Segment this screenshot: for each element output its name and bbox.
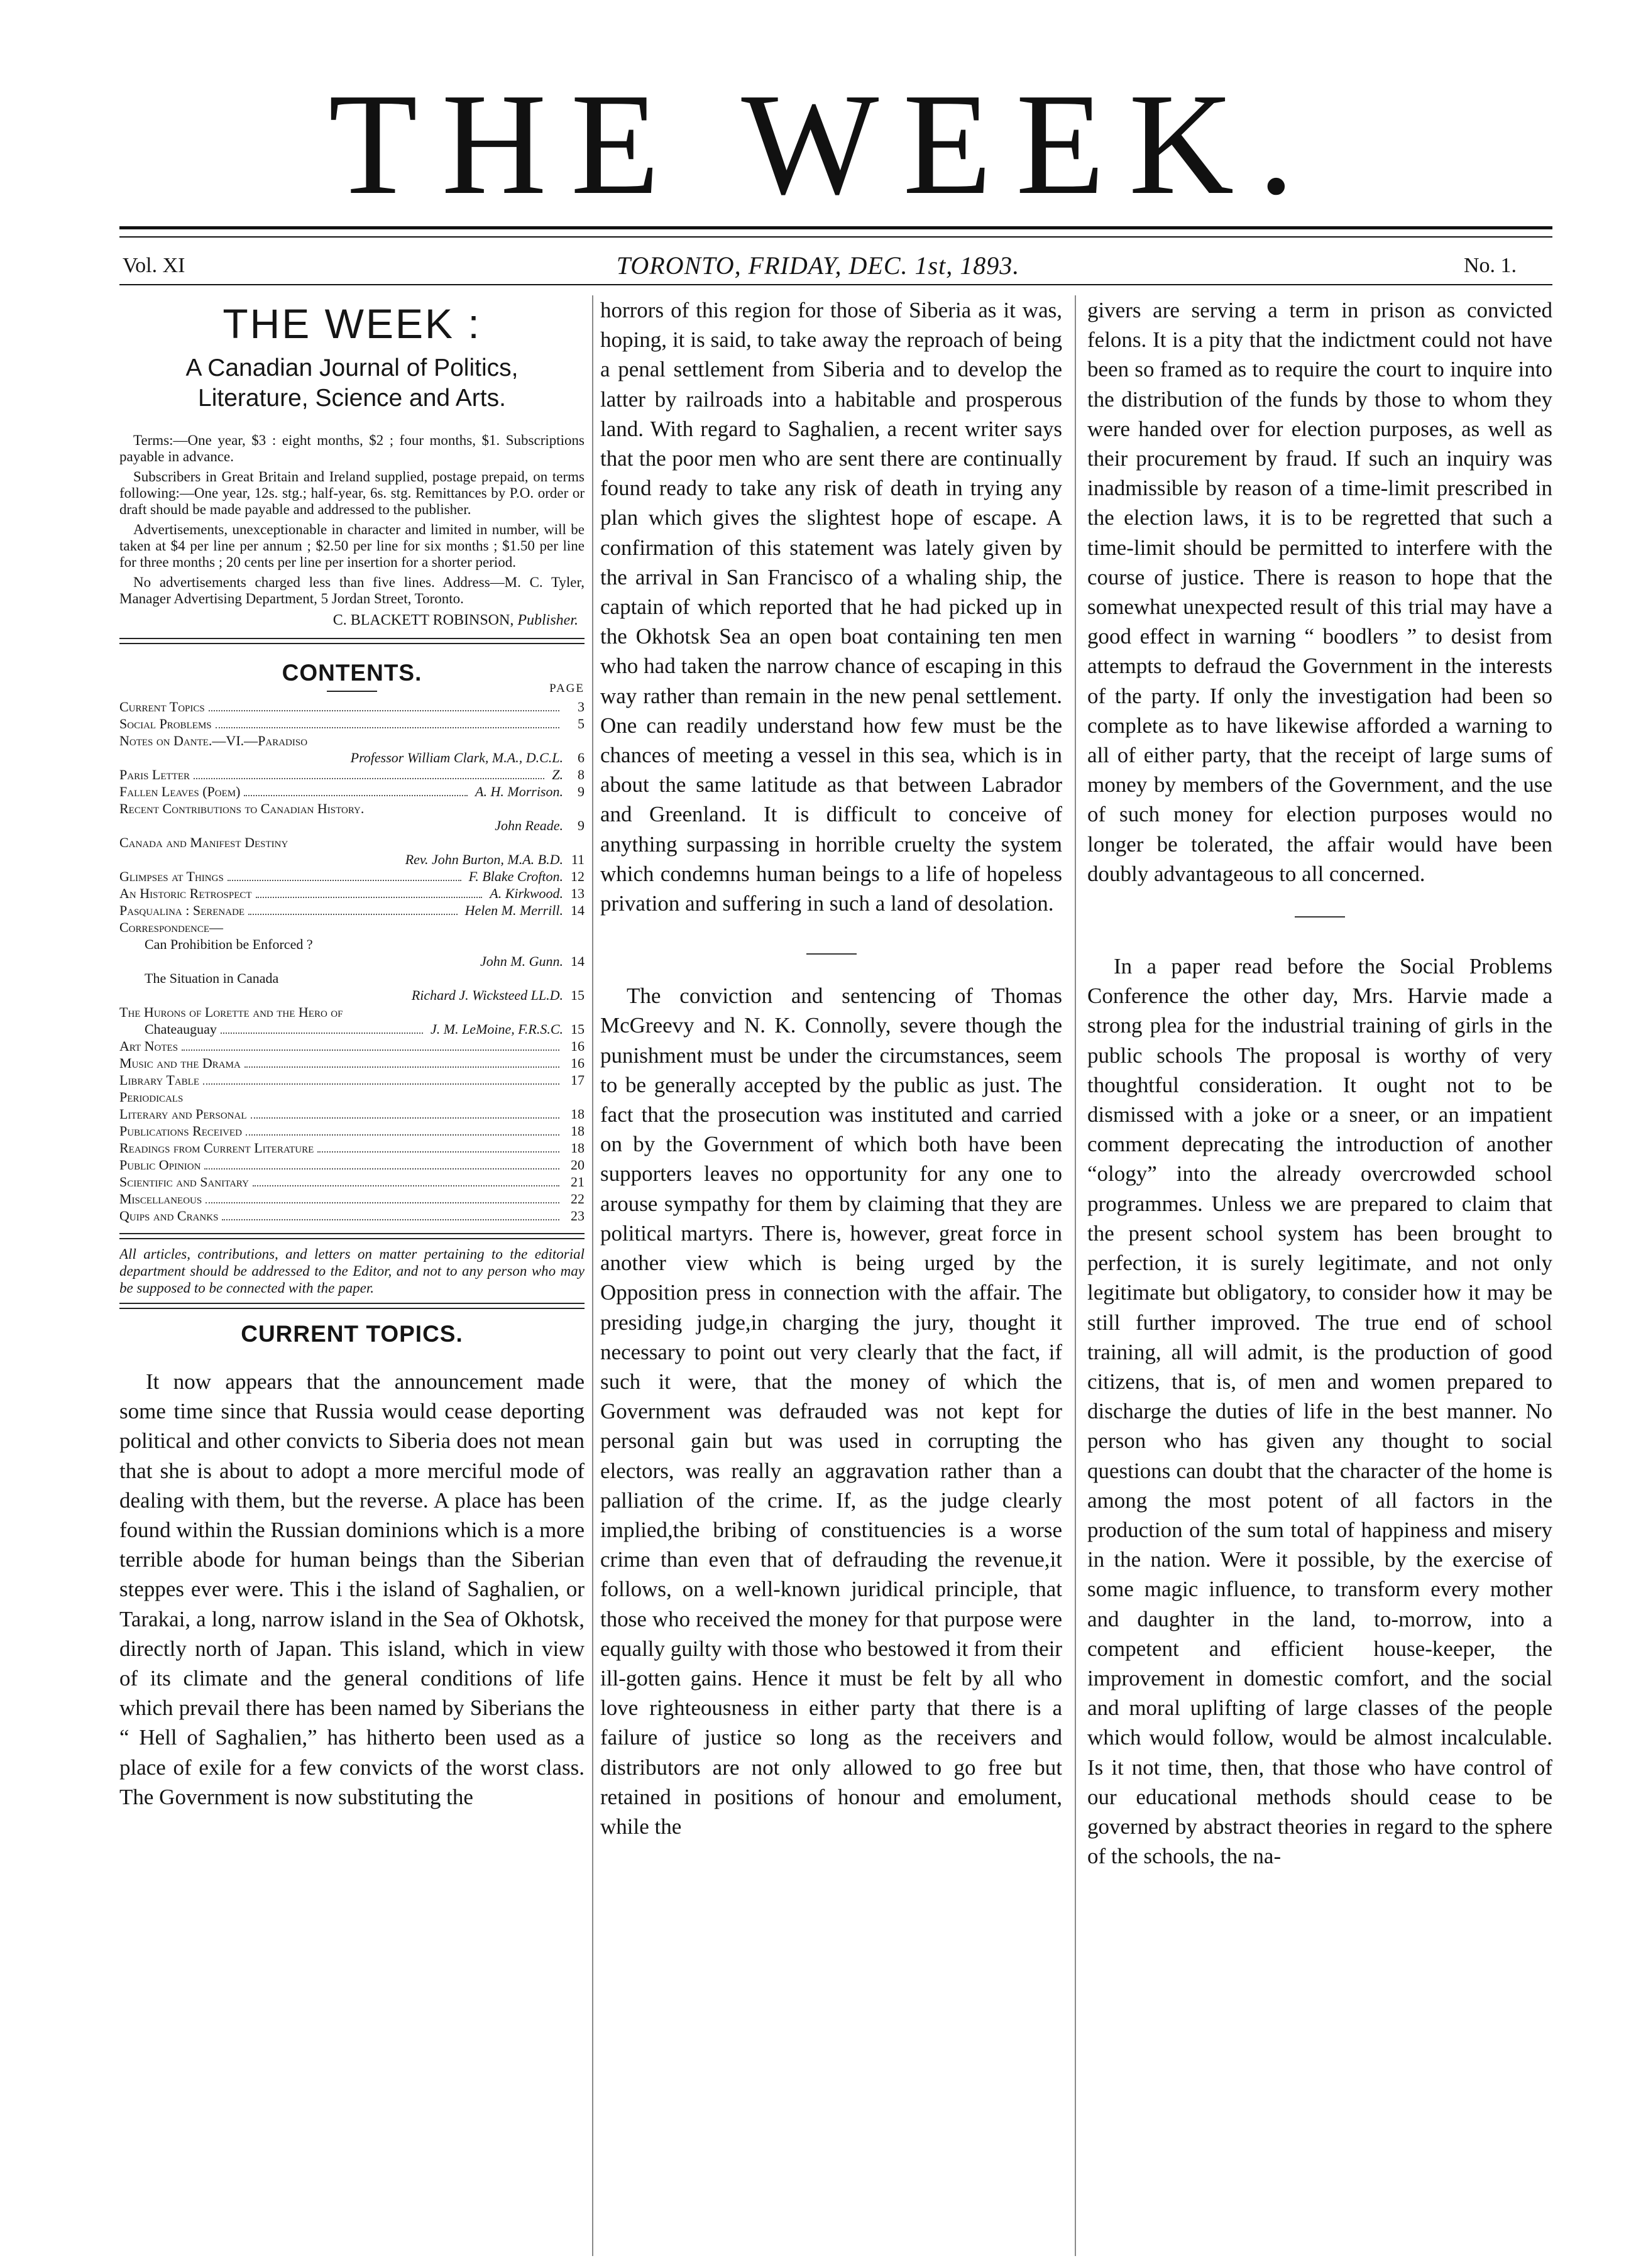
contents-row-leader [251,1117,559,1119]
contents-row-author: A. Kirkwood. [490,885,563,901]
contents-row-title: The Situation in Canada [145,970,279,986]
current-topics-col2-paragraph-2: The conviction and sentencing of Thomas McGreevy and N. K. Connolly, severe though the punishment must be under the circumstances, seem to be generally accepted by the public as just. The fact that the prosecution was instituted and carried on by the Government of which both have been supporters leaves no opportunity for any one to arouse sympathy for them by claiming that they are political martyrs. There is, however, great force in another view which is being urged by the Opposition press in connection with the affair. The presiding judge,in charging the jury, thought it necessary to point out very clearly that the fact, if such it were, that the money of which the Government was defrauded was not kept for personal gain but was used in corrupting the electors, was really an aggravation rather than a palliation of the crime. If, as the judge clearly implied,the bribing of constituencies is a worse crime than even that of defrauding the revenue,it follows, on a well-known juridical principle, that those who received the money for that purpose were equally guilty with those who bestowed it from their ill-gotten gains. Hence it must be felt by all who love righteousness in either party that there is a failure of justice so long as the receivers and distributors are not only allowed to go free but retained in positions of honour and emolument, while the [600,983,1062,1839]
contents-row [119,1038,585,1055]
contents-row [119,766,585,783]
article-separator-2 [1295,916,1345,918]
contents-row-leader [244,1066,559,1068]
publisher-name: C. BLACKETT ROBINSON, [332,612,514,628]
contents-row-page: 17 [571,1072,585,1088]
editorial-notice: All articles, contributions, and letters on matter pertaining to the editorial department should be addressed to the Editor, and not to any person who may be supposed to be connected with the paper. [119,1246,585,1296]
subscribers-text: Subscribers in Great Britain and Ireland supplied, postage prepaid, on terms following:—One year, 12s. stg.; half-year, 6s. stg. Remittances by P.O. order or draft should be made payable and addressed to the publisher. [119,469,585,517]
section-rule-1 [119,638,585,644]
journal-subtitle-line-1: A Canadian Journal of Politics, [185,354,519,381]
contents-row-page: 8 [578,767,585,782]
journal-title: THE WEEK : [222,300,481,347]
contents-row-title: Can Prohibition be Enforced ? [145,936,313,952]
contents-row-title: Recent Contributions to Canadian History. [119,801,365,816]
contents-row [119,868,585,885]
contents-row-title: Pasqualina : Serenade [119,902,245,918]
article-separator-1 [806,953,857,955]
contents-row-page: 14 [571,902,585,918]
column-divider-2 [1075,295,1076,2256]
contents-heading: CONTENTS. [282,660,422,686]
contents-row-page: 16 [571,1055,585,1071]
contents-row-page: 18 [571,1106,585,1122]
contents-row [119,1021,585,1038]
contents-row-leader [206,1202,559,1203]
contents-row-title: Paris Letter [119,767,190,782]
contents-row-title: Canada and Manifest Destiny [119,835,288,850]
contents-row-page: 18 [571,1140,585,1156]
contents-row [119,800,585,817]
current-topics-col2-paragraph-1: horrors of this region for those of Siberia as it was, hoping, it is said, to take away the reproach of being a penal settlement from Siberia and to develop the latter by railroads into a habitable and prosperous land. With regard to Saghalien, a recent writer says that the poor men who are sent there are continually found ready to take any risk of death in trying any plan which gives the slightest hope of escape. A confirmation of this statement was lately given by the arrival in San Francisco of a whaling ship, the captain of which reported that he had picked up in the Okhotsk Sea an open boat containing ten men who had taken the narrow chance of escaping in this way rather than remain in the new penal settlement. One can readily understand how few must be the chances of meeting a vessel in this sea, which is in about the same latitude as that between Labrador and Greenland. It is difficult to conceive of anything surpassing in horrible cruelty the system which condemns human beings to a life of hopeless privation and suffering in such a land of desolation. [600,298,1062,916]
contents-row-title: Art Notes [119,1038,178,1054]
column-3 [1087,295,1552,2256]
current-topics-col1-paragraph: It now appears that the announcement made some time since that Russia would cease deporting political and other convicts to Siberia does not mean that she is about to adopt a more merciful mode of dealing with them, but the reverse. A place has been found within the Russian dominions which is a more terrible abode for human beings than the Siberian steppes ever were. This i the island of Saghalien, or Tarakai, a long, narrow island in the Sea of Okhotsk, directly north of Japan. This island, which in view of its climate and the general conditions of life which prevail there has been named by Siberians the “ Hell of Saghalien,” has hitherto been used as a place of exile for a few convicts of the worst class. The Government is now substituting the [119,1369,585,1809]
contents-row [119,1055,585,1071]
current-topics-heading: CURRENT TOPICS. [241,1321,463,1347]
contents-row [119,749,585,766]
journal-subtitle [119,353,585,414]
contents-row-leader [216,727,559,728]
contents-row-title: Current Topics [119,699,205,715]
contents-row [119,851,585,868]
contents-row-leader [203,1083,559,1085]
contents-row [119,987,585,1004]
contents-row [119,1173,585,1190]
contents-row [119,902,585,919]
contents-row-title: The Hurons of Lorette and the Hero of [119,1004,343,1020]
contents-row-page: 21 [571,1174,585,1190]
contents-row-leader [248,914,458,915]
contents-row-page: 9 [578,818,585,833]
contents-row-title: Periodicals [119,1089,184,1105]
terms-text: Terms:—One year, $3 : eight months, $2 ; four months, $1. Subscriptions payable in advance. [119,432,585,464]
contents-row-title: Literary and Personal [119,1106,247,1122]
contents-row-title: Chateauguay [145,1021,217,1037]
current-topics-col3-paragraph-2: In a paper read before the Social Problems Conference the other day, Mrs. Harvie made a strong plea for the industrial training of girls in the public schools The proposal is worthy of very thoughtful consideration. It ought not to be dismissed with a joke or a sneer, or an impatient comment deprecating the introduction of another “ology” into the already overcrowded school programmes. Unless we are prepared to claim that the present school system has been brought to perfection, it is surely legitimate, and not only legitimate but obligatory, to consider how it may be still further improved. The true end of school training, all will admit, is the production of good citizens, that is, of men and women prepared to discharge the duties of life in the best manner. No person who has given any thought to social questions can doubt that the character of the home is among the most potent of all factors in the production of the sum total of happiness and misery in the nation. Were it possible, by the exercise of some magic influence, to transform every mother and daughter in the land, to-morrow, into a competent and efficient house-keeper, the improvement in domestic comfort, and the social and moral uplifting of large classes of the people which would follow, would be almost incalculable. Is it not time, then, that those who have control of our educational methods should cease to be governed by abstract theories in regard to the sphere of the schools, the na- [1087,954,1552,1869]
contents-row [119,970,585,987]
contents-row-author: Richard J. Wicksteed LL.D. [411,987,563,1003]
contents-row-page: 20 [571,1157,585,1173]
contents-row-title: Quips and Cranks [119,1208,219,1224]
contents-row-author: F. Blake Crofton. [468,868,563,884]
contents-row-title: Social Problems [119,716,212,731]
column-divider-1 [592,295,593,2256]
contents-row-page: 5 [578,716,585,731]
contents-row-page: 12 [571,868,585,884]
contents-row-leader [228,880,461,881]
contents-row-title: Library Table [119,1072,199,1088]
contents-row-leader [246,1134,559,1136]
contents-row-author: Rev. John Burton, M.A. B.D. [405,852,563,867]
contents-row-leader [194,778,544,779]
contents-row-title: An Historic Retrospect [119,885,252,901]
contents-row-page: 22 [571,1191,585,1207]
contents-row [119,1139,585,1156]
contents-row-author: Professor William Clark, M.A., D.C.L. [350,750,563,765]
contents-row-title: Glimpses at Things [119,868,224,884]
contents-row [119,817,585,834]
masthead-rule-thick [119,226,1552,229]
contents-row-author: J. M. LeMoine, F.R.S.C. [430,1021,563,1037]
dateline-volume: Vol. XI [123,254,185,277]
column-2 [600,295,1062,2256]
contents-row-leader [182,1049,559,1051]
contents-row-title: Music and the Drama [119,1055,241,1071]
contents-row-title: Readings from Current Literature [119,1140,314,1156]
contents-row-page: 15 [571,987,585,1003]
contents-row-leader [209,710,559,711]
dateline-rule [119,284,1552,285]
contents-row-page: 6 [578,750,585,765]
masthead-rule-thin [119,236,1552,238]
contents-row-leader [204,1168,559,1170]
contents-row-page: 15 [571,1021,585,1037]
contents-row [119,1156,585,1173]
contents-row-title: Fallen Leaves (Poem) [119,784,241,799]
contents-row [119,732,585,749]
contents-row [119,1071,585,1088]
column-1 [119,295,585,2256]
contents-row [119,834,585,851]
contents-row-leader [317,1151,559,1153]
contents-row-title: Correspondence— [119,919,224,935]
contents-row [119,1105,585,1122]
contents-row-title: Notes on Dante.—VI.—Paradiso [119,733,308,748]
publisher-line [119,612,578,629]
contents-row-author: John Reade. [495,818,563,833]
contents-row-page: 9 [578,784,585,799]
contents-row [119,1207,585,1224]
section-rule-3 [119,1303,585,1309]
contents-row-title: Public Opinion [119,1157,201,1173]
masthead-title: THE WEEK. [328,63,1319,225]
section-rule-2 [119,1233,585,1239]
contents-page-label: PAGE [549,682,585,695]
contents-row-author: John M. Gunn. [480,953,563,969]
current-topics-col3-paragraph-1: givers are serving a term in prison as convicted felons. It is a pity that the indictment could not have been so framed as to require the court to inquire into the distribution of the funds by those to whom they were handed over for election purposes, as well as their procurement by fraud. If such an inquiry was inadmissible by reason of a time-limit prescribed in the election laws, it is to be regretted that such a time-limit should be permitted to interfere with the course of justice. There is reason to hope that the somewhat unexpected result of this trial may have a good effect in warning “ boodlers ” to desist from attempts to defraud the Government in the interests of the party. If only the investigation had been so complete as to have likewise afforded a warning to all of either party, that the receipt of large sums of money by members of the Government, and the use of such money for election purposes would no longer be tolerated, the affair would have been doubly advantageous to all concerned. [1087,298,1552,886]
contents-row-leader [222,1219,559,1220]
contents-row [119,715,585,732]
contents-row-page: 14 [571,953,585,969]
contents-row [119,698,585,715]
contents-row [119,919,585,936]
contents-row-leader [253,1185,559,1186]
journal-subtitle-line-2: Literature, Science and Arts. [198,385,506,412]
contents-row-page: 18 [571,1123,585,1139]
contents-row-page: 13 [571,885,585,901]
contents-row [119,1122,585,1139]
contents-row-leader [221,1033,423,1034]
contents-row [119,1004,585,1021]
contents-row-page: 11 [571,852,585,867]
contents-row [119,936,585,953]
contents-row [119,1190,585,1207]
address-text: No advertisements charged less than five lines. Address—M. C. Tyler, Manager Advertising Department, 5 Jordan Street, Toronto. [119,574,585,606]
contents-row [119,783,585,800]
contents-row-title: Publications Received [119,1123,242,1139]
contents-row-author: A. H. Morrison. [475,784,563,799]
contents-row-author: Helen M. Merrill. [464,902,563,918]
contents-row-title: Miscellaneous [119,1191,202,1207]
contents-row-page: 3 [578,699,585,715]
contents-row [119,885,585,902]
contents-row [119,1088,585,1105]
publisher-role: Publisher. [517,612,578,628]
contents-row-author: Z. [552,767,563,782]
contents-row [119,953,585,970]
advertisements-text: Advertisements, unexceptionable in character and limited in number, will be taken at $4 per line per annum ; $2.50 per line for six months ; $1.50 per line for three months ; 20 cents per line per insertion for a shorter period. [119,522,585,570]
dateline-date: TORONTO, FRIDAY, DEC. 1st, 1893. [616,251,1020,280]
contents-list [119,698,585,1224]
contents-row-leader [244,795,468,796]
contents-row-page: 23 [571,1208,585,1224]
dateline-number: No. 1. [1463,254,1517,277]
contents-row-leader [256,897,483,898]
contents-row-title: Scientific and Sanitary [119,1174,249,1190]
contents-row-page: 16 [571,1038,585,1054]
